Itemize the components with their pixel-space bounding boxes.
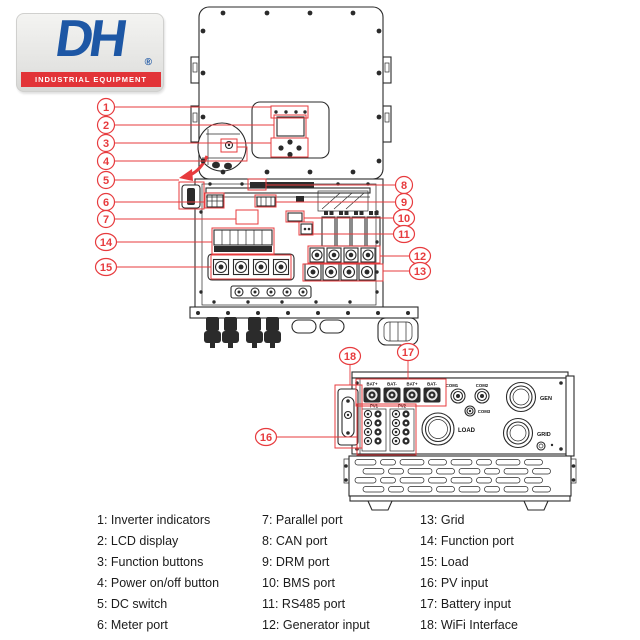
callout-number: 6 [102,196,110,209]
legend-item-16: 16: PV input [420,576,489,590]
side-wall [566,376,574,456]
callout-11 [394,226,415,243]
callout-2 [98,117,115,134]
callout-7 [98,211,115,228]
callout-9 [396,194,413,211]
bottom-view-diagram [338,372,576,510]
dc-switch [182,185,200,208]
legend-item-1: 1: Inverter indicators [97,513,211,527]
grid-label: GRID [537,432,551,438]
legend-item-17: 17: Battery input [420,597,512,611]
legend-column-3 [420,510,518,636]
mc4-connector [246,317,263,348]
legend-column-2 [262,510,370,636]
legend-item-15: 15: Load [420,555,469,569]
bottom-cable-glands [204,317,418,348]
pv1-label: PV1 [369,403,379,409]
cable-gland [292,320,316,333]
callout-8 [396,177,413,194]
legend-item-10: 10: BMS port [262,576,335,590]
callout-number: 4 [102,155,110,168]
legend-item-8: 8: CAN port [262,534,328,548]
front-view-diagram [179,7,418,348]
callout-10 [394,210,415,227]
cable-gland [320,320,344,333]
display-panel [252,102,329,158]
callout-16 [256,429,277,446]
callout-number: 2 [102,119,110,132]
legend-item-2: 2: LCD display [97,534,179,548]
callout-number: 11 [398,228,410,241]
legend-item-18: 18: WiFi Interface [420,618,518,632]
pv2-label: PV2 [397,403,407,409]
battery-terminal-label: BAT- [387,381,397,387]
top-edge [352,372,568,378]
vent-gland [378,318,418,345]
legend-item-14: 14: Function port [420,534,514,548]
legend-column-1 [97,510,219,636]
callout-18 [340,348,361,365]
legend-item-3: 3: Function buttons [97,555,204,569]
callout-17 [398,344,419,361]
callout-5 [98,172,115,189]
callout-number: 8 [400,179,408,192]
bottom-flange [190,307,418,318]
legend-item-5: 5: DC switch [97,597,168,611]
com3-label: COM3 [477,409,491,414]
mc4-connector [264,317,281,348]
legend-item-4: 4: Power on/off button [97,576,220,590]
legend-item-6: 6: Meter port [97,618,168,632]
brand-logo-text: DH [52,10,128,68]
callout-number: 15 [99,261,113,274]
battery-terminal-label: BAT+ [406,381,418,387]
mc4-connector [222,317,239,348]
callout-number: 14 [99,236,113,249]
vent-grille [344,456,576,496]
wiring-compartment [182,179,418,318]
callout-number: 13 [413,265,427,278]
callout-13 [410,263,431,280]
callout-number: 9 [400,196,408,209]
callout-14 [96,234,117,251]
callout-15 [96,259,117,276]
parallel-port [296,196,304,202]
callout-number: 16 [259,431,273,444]
callout-number: 5 [102,174,110,187]
battery-terminal-label: BAT+ [366,381,378,387]
callout-number: 3 [102,137,110,150]
callout-number: 17 [401,346,415,359]
com2-label: COM2 [475,383,489,388]
legend-item-13: 13: Grid [420,513,465,527]
callout-number: 1 [102,101,110,114]
legend-item-7: 7: Parallel port [262,513,343,527]
callout-6 [98,194,115,211]
callout-4 [98,153,115,170]
battery-terminal-label: BAT- [427,381,437,387]
registered-trademark: ® [144,57,152,68]
callout-number: 7 [102,213,110,226]
legend-item-12: 12: Generator input [262,618,370,632]
brand-tagline: INDUSTRIAL EQUIPMENT [21,72,161,87]
callout-1 [98,99,115,116]
mc4-connector [204,317,221,348]
callout-number: 12 [413,250,427,263]
callout-number: 18 [343,350,357,363]
legend-item-11: 11: RS485 port [262,597,346,611]
callout-3 [98,135,115,152]
com1-label: COM1 [445,383,459,388]
load-label: LOAD [458,428,475,434]
legend-item-9: 9: DRM port [262,555,330,569]
gen-label: GEN [540,396,552,402]
parts-legend [0,510,640,640]
mounting-feet [350,496,570,510]
callout-number: 10 [397,212,411,225]
